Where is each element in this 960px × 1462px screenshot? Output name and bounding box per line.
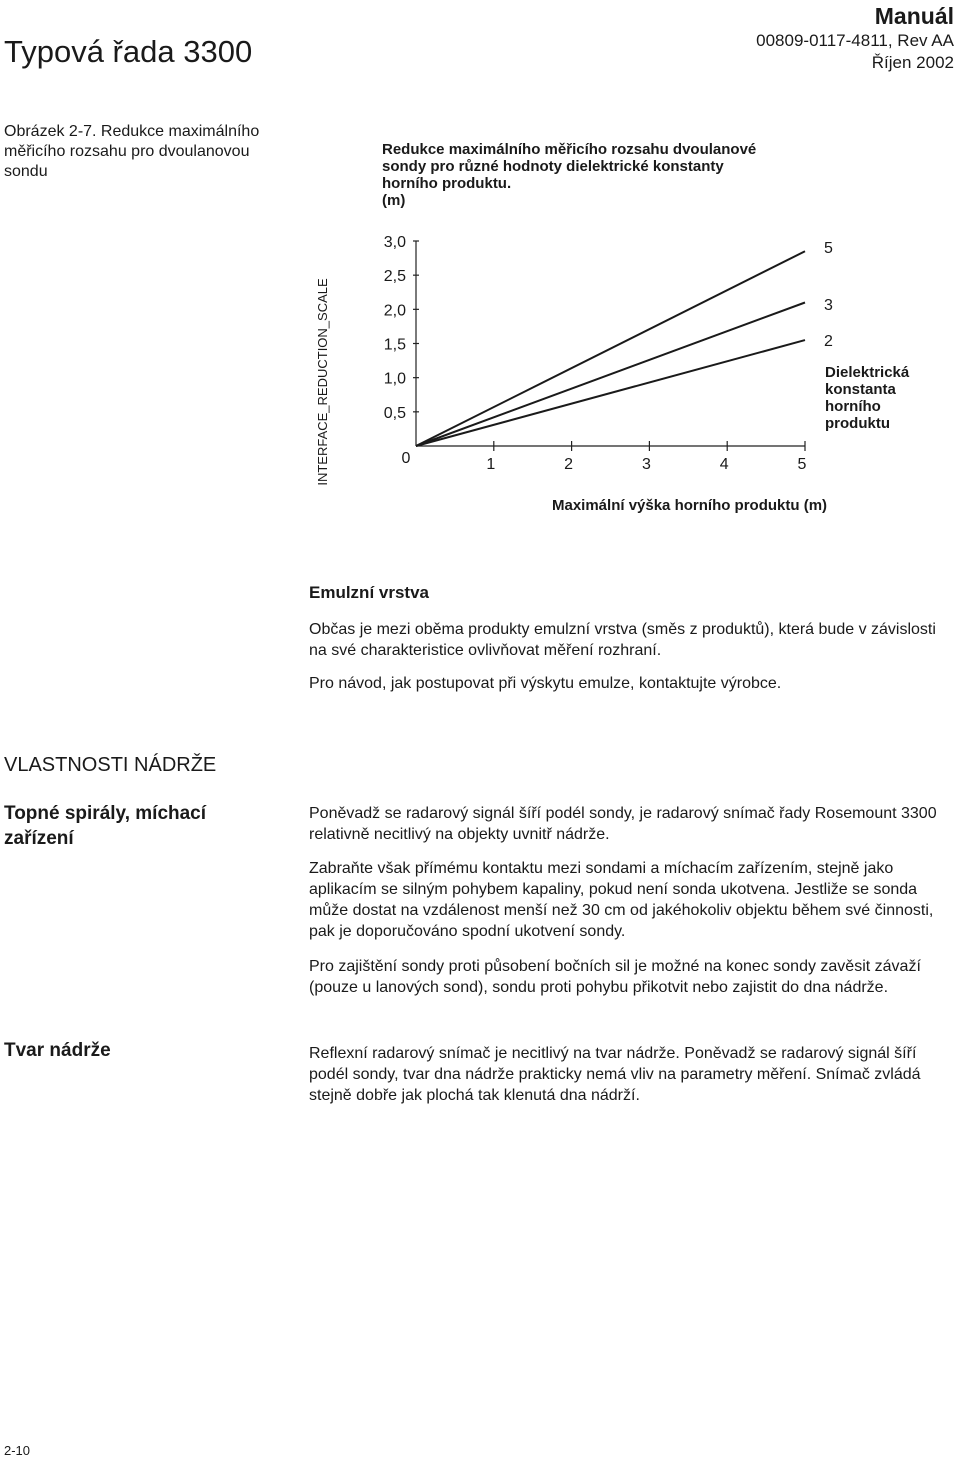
chart-title [382, 141, 802, 209]
series-line [416, 251, 805, 446]
series-label: 5 [824, 240, 833, 257]
x-axis-label: Maximální výška horního produktu (m) [552, 497, 828, 514]
x-tick-label: 2 [564, 456, 574, 473]
series-label: 2 [824, 333, 833, 350]
legend-title-line: konstanta [825, 381, 896, 398]
series-label: 3 [824, 297, 833, 314]
topic-paragraph: Zabraňte však přímému kontaktu mezi sondami a míchacím zařízením, stejně jako aplikacím se silným pohybem kapaliny, pokud není sonda ukotvena. Jestliže se sonda může dostat na vzdálenost menší než 30 cm od jakéhokoliv objektu během své činnosti, pak je doporučováno spodní ukotvení sondy. [309, 860, 934, 940]
y-tick-label: 0,5 [383, 404, 406, 422]
topic-paragraph: Pro zajištění sondy proti působení bočních sil je možné na konec sondy zavěsit závaží (pouze u lanových sond), sondu proti pohybu přikotvit nebo zajistit do dna nádrže. [309, 958, 921, 996]
y-tick-label: 1,5 [383, 336, 406, 354]
x-tick-label: 0 [401, 450, 411, 467]
manual-label: Manuál [874, 3, 954, 29]
document-number: 00809-0117-4811, Rev AA [756, 31, 954, 50]
topic-paragraph: Poněvadž se radarový signál šíří podél sondy, je radarový snímač řady Rosemount 3300 relativně necitlivý na objekty uvnitř nádrže. [309, 805, 937, 843]
chart-title-line: sondy pro různé hodnoty dielektrické konstanty [382, 158, 724, 175]
topic-paragraph: Reflexní radarový snímač je necitlivý na tvar nádrže. Poněvadž se radarový signál šíří podél sondy, tvar dna nádrže prakticky nemá vliv na parametry měření. Snímač zvládá stejně dobře jak plochá tak klenutá dna nádrží. [309, 1045, 921, 1104]
series-line [416, 303, 805, 447]
y-ticks [384, 234, 419, 422]
document-date: Říjen 2002 [871, 53, 954, 72]
y-tick-label: 2,5 [383, 268, 406, 286]
y-tick-label: 3,0 [383, 234, 406, 251]
chart-title-line: horního produktu. [382, 175, 512, 192]
x-tick-label: 5 [797, 456, 807, 473]
reduction-chart [300, 225, 920, 525]
legend-title [825, 364, 910, 432]
figure-caption: Obrázek 2-7. Redukce maximálního měřicího rozsahu pro dvoulanovou sondu [4, 123, 260, 180]
x-tick-label: 1 [486, 456, 496, 473]
chart-title-line: Redukce maximálního měřicího rozsahu dvoulanové [382, 141, 757, 158]
y-tick-label: 1,0 [383, 370, 406, 388]
emulsion-paragraph: Občas je mezi oběma produkty emulzní vrstva (směs z produktů), která bude v závislosti na své charakteristice ovlivňovat měření rozhraní. [309, 621, 936, 659]
emulsion-heading: Emulzní vrstva [309, 583, 429, 602]
x-tick-label: 4 [719, 456, 729, 473]
topic-title-heating-coils: Topné spirály, míchací zařízení [4, 803, 207, 849]
y-tick-label: 2,0 [383, 302, 406, 320]
x-tick-label: 3 [641, 456, 651, 473]
header-info [756, 2, 954, 74]
emulsion-paragraph: Pro návod, jak postupovat při výskytu emulze, kontaktujte výrobce. [309, 675, 782, 692]
y-axis-label: INTERFACE_REDUCTION_SCALE [315, 278, 330, 486]
chart-title-unit: (m) [382, 192, 406, 209]
legend-title-line: produktu [825, 415, 890, 432]
section-heading: VLASTNOSTI NÁDRŽE [4, 754, 217, 776]
page-number: 2-10 [4, 1443, 31, 1458]
series-lines [416, 251, 805, 446]
series-labels [824, 240, 833, 350]
series-title: Typová řada 3300 [4, 34, 253, 69]
series-line [416, 340, 805, 446]
legend-title-line: Dielektrická [825, 364, 910, 381]
legend-title-line: horního [825, 398, 881, 415]
topic-title-tank-shape: Tvar nádrže [4, 1040, 111, 1061]
